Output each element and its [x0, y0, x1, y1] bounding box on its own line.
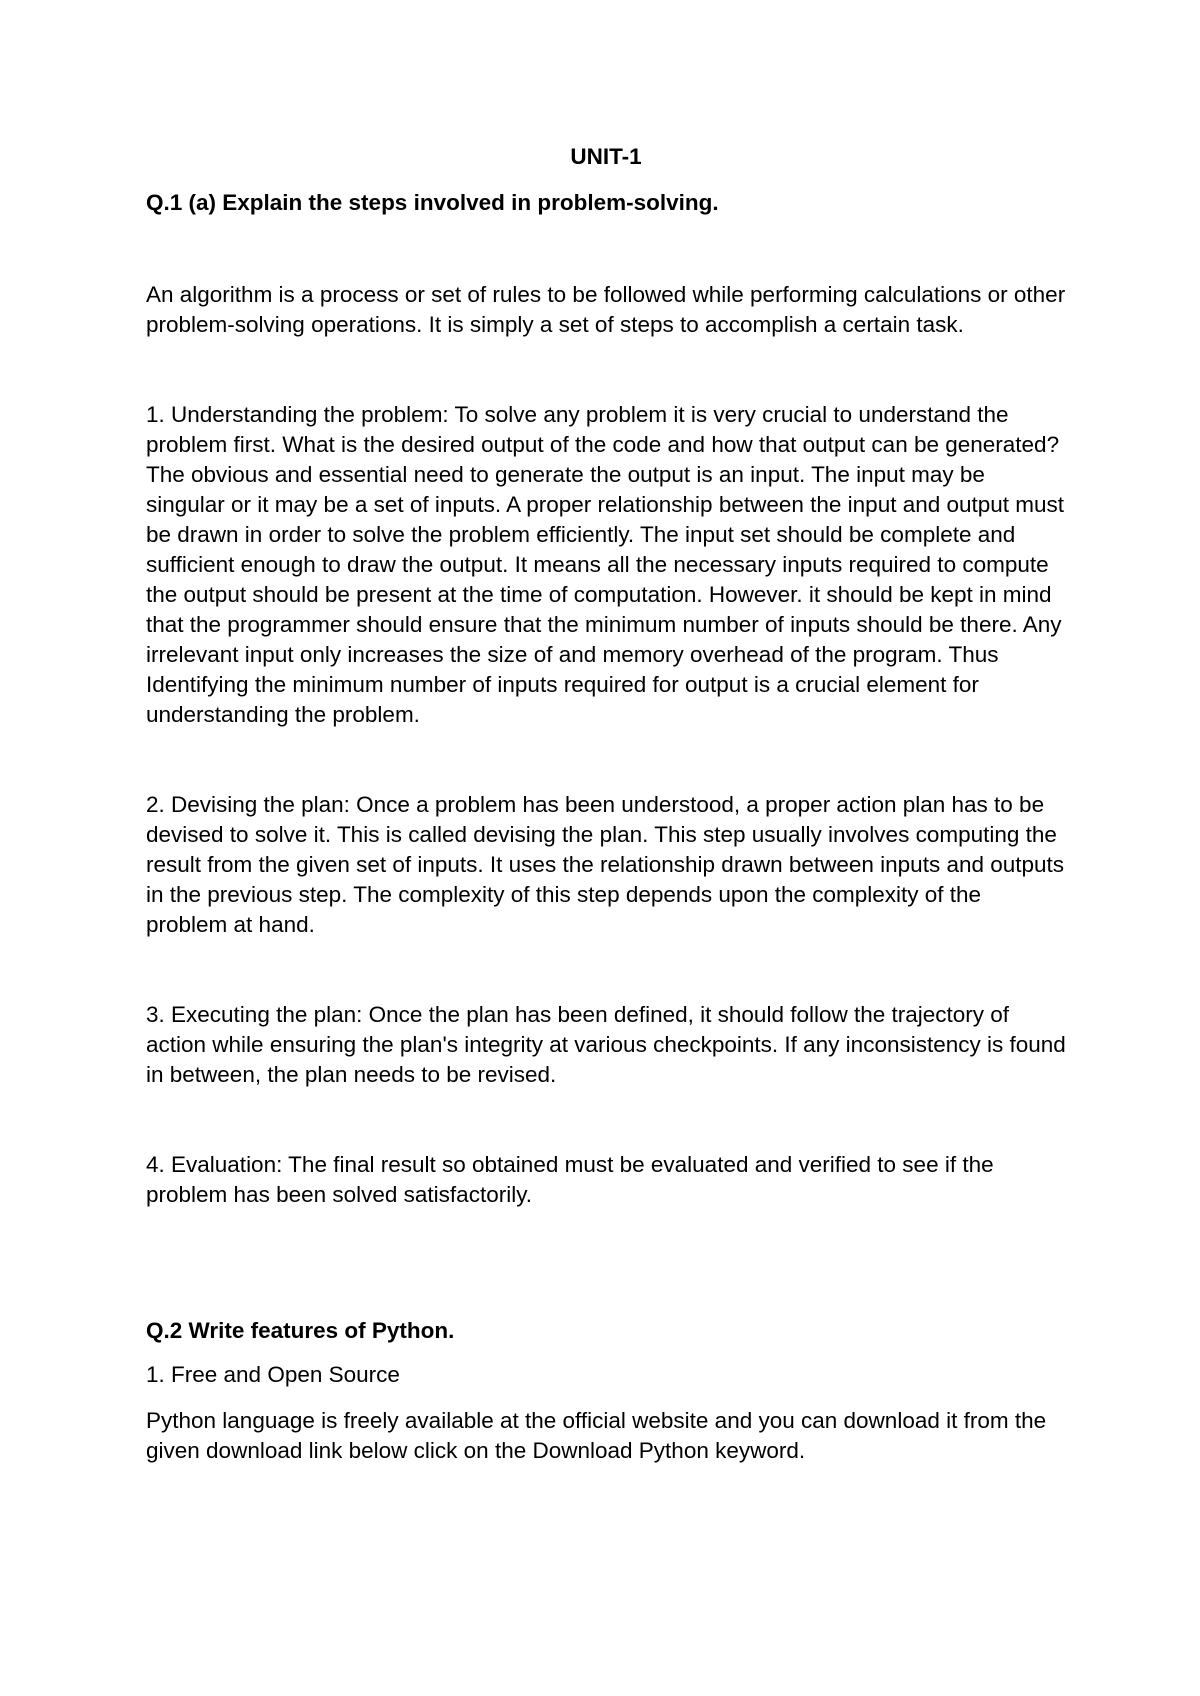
q2-heading: Q.2 Write features of Python.: [146, 1318, 455, 1343]
step-devising-paragraph: 2. Devising the plan: Once a problem has been understood, a proper action plan has to be devised to solve it. This is called devising the plan. This step usually involves computing the result from the given set of inputs. It uses the relationship drawn between inputs and outputs in the previous step. The complexity of this step depends upon the complexity of the problem at hand.: [146, 792, 1065, 937]
document-content: [146, 142, 1066, 1466]
step-understanding-paragraph: 1. Understanding the problem: To solve any problem it is very crucial to understand the problem first. What is the desired output of the code and how that output can be generated? The obvious and essential need to generate the output is an input. The input may be singular or it may be a set of inputs. A proper relationship between the input and output must be drawn in order to solve the problem efficiently. The input set should be complete and sufficient enough to draw the output. It means all the necessary inputs required to compute the output should be present at the time of computation. However. it should be kept in mind that the programmer should ensure that the minimum number of inputs should be there. Any irrelevant input only increases the size of and memory overhead of the program. Thus Identifying the minimum number of inputs required for output is a crucial element for understanding the problem.: [146, 402, 1065, 727]
feature-title: 1. Free and Open Source: [146, 1362, 400, 1387]
intro-paragraph: An algorithm is a process or set of rules to be followed while performing calculations or other problem-solving operations. It is simply a set of steps to accomplish a certain task.: [146, 282, 1066, 337]
q1-heading: Q.1 (a) Explain the steps involved in problem-solving.: [146, 190, 719, 215]
feature-paragraph: Python language is freely available at the official website and you can download it from the given download link below click on the Download Python keyword.: [146, 1408, 1047, 1463]
step-evaluation-paragraph: 4. Evaluation: The final result so obtained must be evaluated and verified to see if the problem has been solved satisfactorily.: [146, 1152, 994, 1207]
unit-title: UNIT-1: [570, 144, 642, 169]
step-executing-paragraph: 3. Executing the plan: Once the plan has been defined, it should follow the trajectory of action while ensuring the plan's integrity at various checkpoints. If any inconsistency is found in between, the plan needs to be revised.: [146, 1002, 1066, 1087]
